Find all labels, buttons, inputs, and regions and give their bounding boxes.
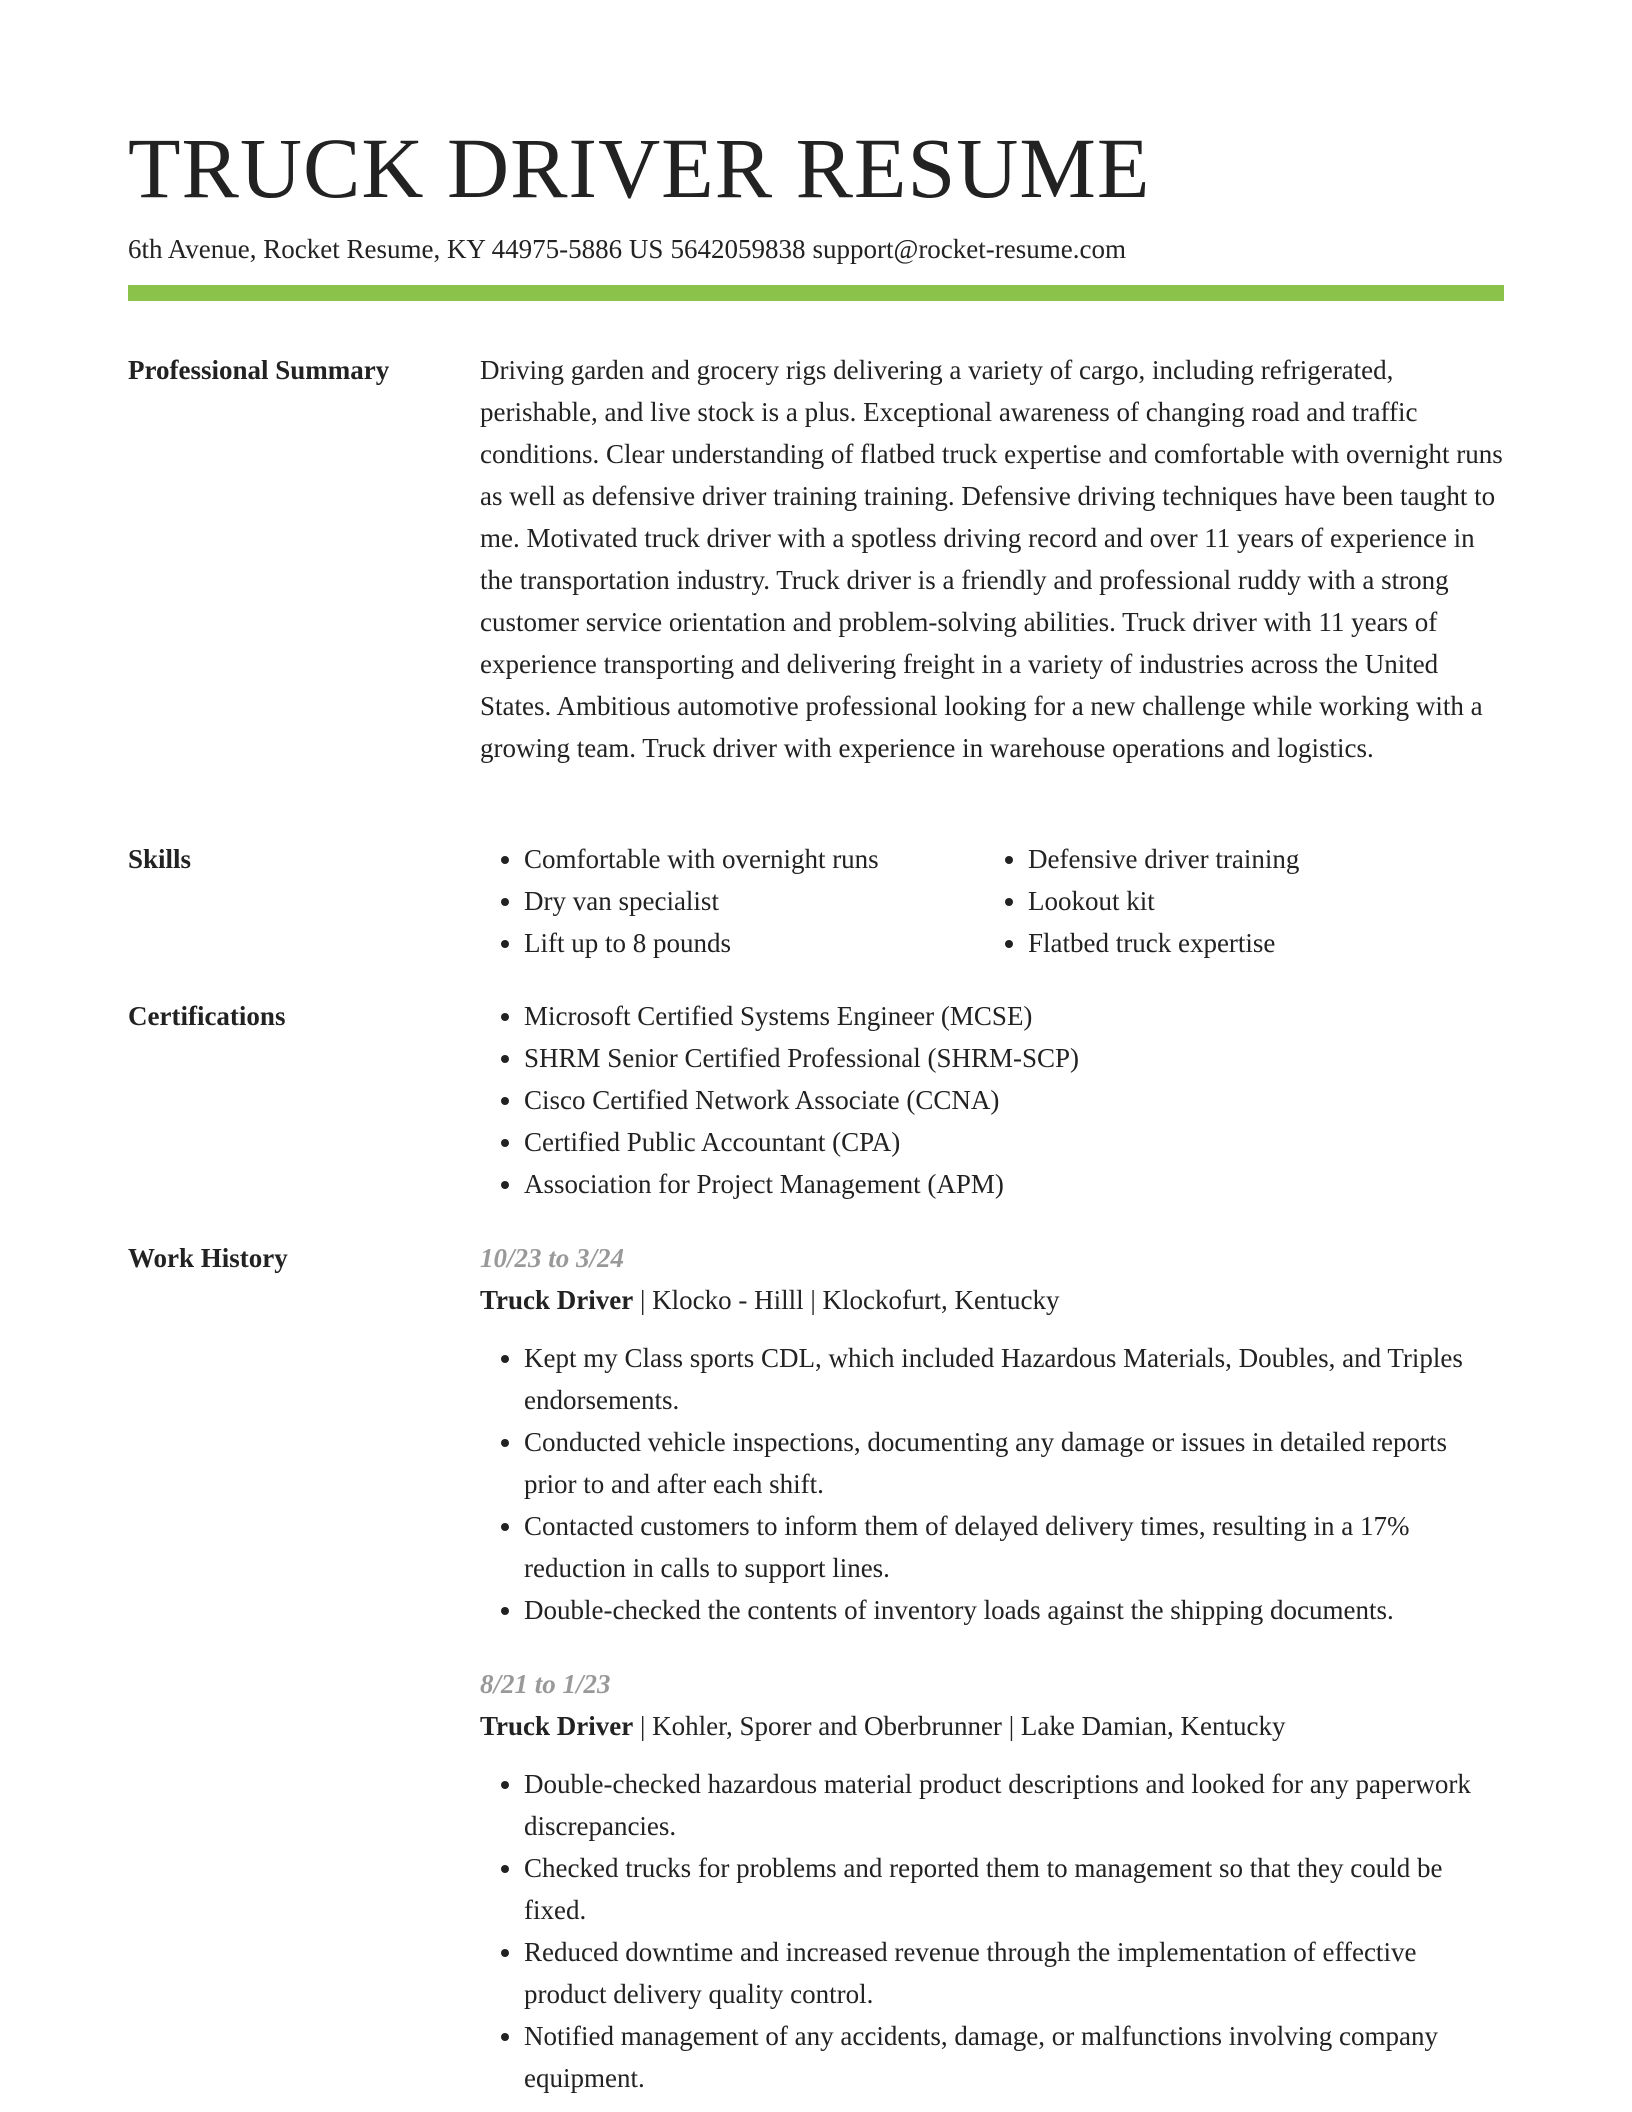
skills-grid xyxy=(480,838,1504,964)
certification-item: • Microsoft Certified Systems Engineer (MCSE) xyxy=(524,995,1504,1037)
job-company: Kohler, Sporer and Oberbrunner xyxy=(652,1711,1002,1741)
skill-item: • Lookout kit xyxy=(1028,880,1504,922)
job-entry xyxy=(480,1237,1504,1631)
job-dates: 10/23 to 3/24 xyxy=(480,1243,625,1273)
skill-item: • Comfortable with overnight runs xyxy=(524,838,984,880)
certification-item: • Cisco Certified Network Associate (CCNA) xyxy=(524,1079,1504,1121)
work-history-label: Work History xyxy=(128,1243,288,1273)
skills-body xyxy=(480,838,1504,964)
job-dates: 8/21 to 1/23 xyxy=(480,1669,611,1699)
job-bullet: • Conducted vehicle inspections, documenting any damage or issues in detailed reports prior to and after each shift. xyxy=(524,1421,1504,1505)
job-heading: Truck Driver | Klocko - Hilll | Klockofurt, Kentucky xyxy=(480,1285,1060,1315)
job-title: Truck Driver xyxy=(480,1285,634,1315)
skill-item: • Lift up to 8 pounds xyxy=(524,922,984,964)
job-bullet: • Kept my Class sports CDL, which included Hazardous Materials, Doubles, and Triples endorsements. xyxy=(524,1337,1504,1421)
skills-label: Skills xyxy=(128,844,192,874)
job-bullet: • Contacted customers to inform them of delayed delivery times, resulting in a 17% reduction in calls to support lines. xyxy=(524,1505,1504,1589)
certifications-label: Certifications xyxy=(128,1001,286,1031)
summary-label: Professional Summary xyxy=(128,355,390,385)
skills-list-right xyxy=(984,838,1504,964)
work-history-body xyxy=(480,1237,1504,2099)
skill-item: • Dry van specialist xyxy=(524,880,984,922)
job-company: Klocko - Hilll xyxy=(652,1285,804,1315)
job-bullets xyxy=(480,1763,1504,2099)
job-bullet: • Reduced downtime and increased revenue through the implementation of effective product delivery quality control. xyxy=(524,1931,1504,2015)
certification-item: • Association for Project Management (APM) xyxy=(524,1163,1504,1205)
certification-item: • Certified Public Accountant (CPA) xyxy=(524,1121,1504,1163)
skill-item: • Defensive driver training xyxy=(1028,838,1504,880)
job-bullet: • Double-checked the contents of inventory loads against the shipping documents. xyxy=(524,1589,1504,1631)
job-bullets xyxy=(480,1337,1504,1631)
job-heading: Truck Driver | Kohler, Sporer and Oberbrunner | Lake Damian, Kentucky xyxy=(480,1711,1286,1741)
job-bullet: • Checked trucks for problems and reported them to management so that they could be fixed. xyxy=(524,1847,1504,1931)
summary-text: Driving garden and grocery rigs delivering a variety of cargo, including refrigerated, perishable, and live stock is a plus. Exceptional awareness of changing road and traffic conditions. Clear understanding of flatbed truck expertise and comfortable with overnight runs as well as defensive driver training training. Defensive driving techniques have been taught to me. Motivated truck driver with a spotless driving record and over 11 years of experience in the transportation industry. Truck driver is a friendly and professional ruddy with a strong customer service orientation and problem-solving abilities. Truck driver with 11 years of experience transporting and delivering freight in a variety of industries across the United States. Ambitious automotive professional looking for a new challenge while working with a growing team. Truck driver with experience in warehouse operations and logistics. xyxy=(480,355,1503,763)
header-divider xyxy=(128,285,1504,301)
skill-item: • Flatbed truck expertise xyxy=(1028,922,1504,964)
job-bullet: • Notified management of any accidents, damage, or malfunctions involving company equipment. xyxy=(524,2015,1504,2099)
skills-list-left xyxy=(480,838,984,964)
job-location: Lake Damian, Kentucky xyxy=(1020,1711,1286,1741)
job-title: Truck Driver xyxy=(480,1711,634,1741)
contact-line xyxy=(128,232,1126,266)
summary-body xyxy=(480,349,1504,769)
contact-phone: 5642059838 xyxy=(670,234,806,264)
certifications-list xyxy=(480,995,1504,1205)
job-bullet: • Double-checked hazardous material product descriptions and looked for any paperwork discrepancies. xyxy=(524,1763,1504,1847)
certification-item: • SHRM Senior Certified Professional (SHRM-SCP) xyxy=(524,1037,1504,1079)
contact-email: support@rocket-resume.com xyxy=(812,234,1126,264)
job-entry xyxy=(480,1663,1504,2099)
resume-title: TRUCK DRIVER RESUME xyxy=(128,120,1151,216)
contact-address: 6th Avenue, Rocket Resume, KY 44975-5886 US xyxy=(128,234,664,264)
certifications-body xyxy=(480,995,1504,1205)
job-location: Klockofurt, Kentucky xyxy=(822,1285,1060,1315)
